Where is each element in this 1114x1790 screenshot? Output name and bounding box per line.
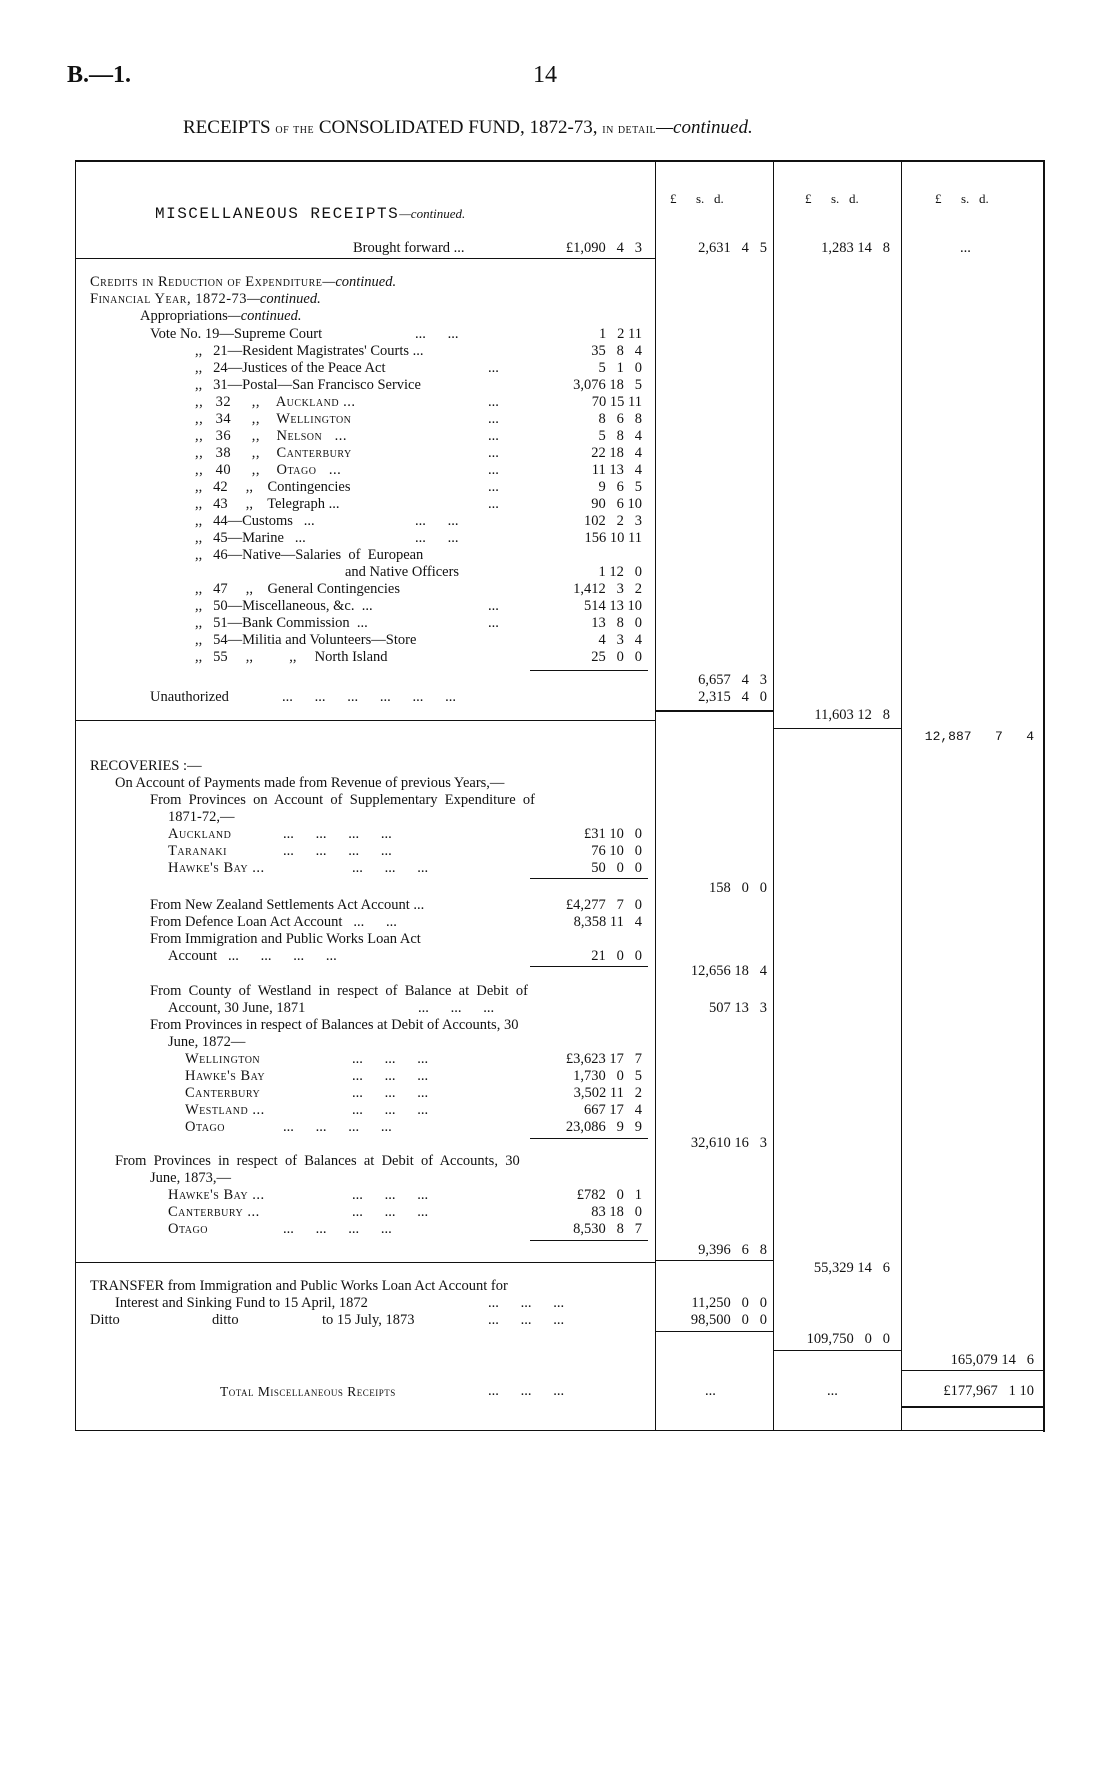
- transfer-line3-c: to 15 July, 1873: [322, 1312, 415, 1328]
- prov-c-line1: From Provinces in respect of Balances at Debit of Accounts, 30: [115, 1153, 520, 1169]
- vote-value: 5 8 4: [598, 428, 642, 444]
- financial-year-text: Financial Year, 1872-73: [90, 291, 248, 307]
- brought-forward-c2: 1,283 14 8: [821, 240, 890, 256]
- section-title: [155, 205, 465, 223]
- col3-divider: [901, 160, 902, 1430]
- vote-value: 22 18 4: [591, 445, 642, 461]
- prov-b-dots: ... ... ...: [352, 1068, 429, 1084]
- vote-value: 70 15 11: [591, 394, 642, 410]
- nz-value: 8,358 11 4: [573, 914, 642, 930]
- recoveries-line2: From Provinces on Account of Supplementary Expenditure of: [150, 792, 535, 808]
- vote-label: ,, 31—Postal—San Francisco Service: [195, 377, 421, 393]
- vote-dots: ... ...: [415, 530, 459, 546]
- prov-c-label: Hawke's Bay ...: [168, 1187, 265, 1203]
- table-right-border: [1043, 160, 1045, 1432]
- transfer-dots: ... ... ...: [488, 1295, 565, 1311]
- vote-label: ,, 36 ,, Nelson ...: [195, 428, 347, 444]
- transfer-dots: ... ... ...: [488, 1312, 565, 1328]
- prov-b-value: 1,730 0 5: [573, 1068, 642, 1084]
- nz-value: 21 0 0: [591, 948, 642, 964]
- total-c3-rule: [901, 1370, 1043, 1371]
- prov-c-dots: ... ... ...: [352, 1187, 429, 1203]
- westland-dots: ... ... ...: [418, 1000, 495, 1016]
- title-rest: CONSOLIDATED FUND, 1872-73,: [318, 117, 598, 138]
- prov-b-rule: [530, 1138, 648, 1139]
- prov-c-label: Canterbury ...: [168, 1204, 260, 1220]
- prov-b-dots: ... ... ...: [352, 1102, 429, 1118]
- province-dots: ... ... ... ...: [283, 843, 392, 859]
- votes-total: 6,657 4 3: [698, 672, 767, 688]
- prov-c-value: 8,530 8 7: [573, 1221, 642, 1237]
- vote-label: ,, 38 ,, Canterbury: [195, 445, 352, 461]
- prov-b-value: 23,086 9 9: [565, 1119, 642, 1135]
- brought-forward-rule: [75, 258, 655, 259]
- prov-b-label: Canterbury: [185, 1085, 261, 1101]
- recoveries-heading: RECOVERIES :—: [90, 758, 202, 774]
- prov-c-label: Otago: [168, 1221, 208, 1237]
- vote-value: 156 10 11: [584, 530, 642, 546]
- section-rule: [75, 720, 655, 721]
- vote-value: 5 1 0: [598, 360, 642, 376]
- vote-label: ,, 43 ,, Telegraph ...: [195, 496, 340, 512]
- prov-a-rule: [530, 878, 648, 879]
- province-dots: ... ... ... ...: [283, 826, 392, 842]
- vote-value: 25 0 0: [591, 649, 642, 665]
- vote-label: ,, 45—Marine ...: [195, 530, 306, 546]
- recoveries-section-rule: [75, 1262, 655, 1263]
- vote-dots: ...: [488, 615, 499, 631]
- col1-header: £ s. d.: [670, 191, 724, 206]
- transfer-total-c2: 109,750 0 0: [806, 1331, 890, 1347]
- nz-total: 12,656 18 4: [690, 963, 767, 979]
- title-main: RECEIPTS: [183, 117, 271, 138]
- province-label: Auckland: [168, 826, 232, 842]
- prov-b-line2: June, 1872—: [168, 1034, 246, 1050]
- vote-label: ,, 32 ,, Auckland ...: [195, 394, 356, 410]
- page-number: 14: [533, 62, 557, 88]
- vote-value: 3,076 18 5: [573, 377, 642, 393]
- unauthorized-dots: ... ... ... ... ... ...: [282, 689, 456, 705]
- transfer-value2: 98,500 0 0: [690, 1312, 767, 1328]
- grand-total-label: Total Miscellaneous Receipts: [220, 1384, 396, 1399]
- title-in: in detail: [602, 122, 657, 137]
- westland-line1: From County of Westland in respect of Balance at Debit of: [150, 983, 528, 999]
- transfer-c2-rule: [773, 1350, 901, 1351]
- title-cont: —continued.: [656, 117, 753, 138]
- title-of: of the: [275, 122, 315, 137]
- col2-header: £ s. d.: [805, 191, 859, 206]
- credits-c2-rule: [773, 728, 901, 729]
- grand-total-c1: ...: [705, 1383, 716, 1399]
- westland-value: 507 13 3: [709, 1000, 767, 1016]
- prov-c-rule: [530, 1240, 648, 1241]
- prov-b-total: 32,610 16 3: [690, 1135, 767, 1151]
- vote-dots: ...: [488, 496, 499, 512]
- grand-total-dots: ... ... ...: [488, 1383, 565, 1399]
- nz-label: From Immigration and Public Works Loan Act: [150, 931, 421, 947]
- vote-value: 11 13 4: [591, 462, 642, 478]
- province-dots: ... ... ...: [352, 860, 429, 876]
- vote-value: 9 6 5: [598, 479, 642, 495]
- vote-value: 8 6 8: [598, 411, 642, 427]
- vote-dots: ...: [488, 360, 499, 376]
- col2-divider: [773, 160, 774, 1430]
- vote-dots: ...: [488, 445, 499, 461]
- vote-label: ,, 21—Resident Magistrates' Courts ...: [195, 343, 424, 359]
- prov-c-value: 83 18 0: [591, 1204, 642, 1220]
- province-value: 76 10 0: [591, 843, 642, 859]
- credits-subtotal-c3: 12,887 7 4: [924, 729, 1034, 744]
- prov-b-label: Westland ...: [185, 1102, 265, 1118]
- credits-heading-text: Credits in Reduction of Expenditure: [90, 274, 323, 290]
- vote-dots: ...: [488, 462, 499, 478]
- nz-label: From New Zealand Settlements Act Account ...: [150, 897, 425, 913]
- transfer-c1-rule: [655, 1331, 773, 1332]
- transfer-value1: 11,250 0 0: [691, 1295, 767, 1311]
- vote-value: 1 2 11: [599, 326, 642, 342]
- vote-dots: ... ...: [415, 513, 459, 529]
- appropriations-cont: —continued.: [227, 308, 302, 324]
- vote-label: ,, 42 ,, Contingencies: [195, 479, 351, 495]
- col3-header: £ s. d.: [935, 191, 989, 206]
- vote-label: ,, 40 ,, Otago ...: [195, 462, 342, 478]
- province-label: Hawke's Bay ...: [168, 860, 265, 876]
- credits-subtotal-c2: 11,603 12 8: [814, 707, 890, 723]
- unauthorized-value: 2,315 4 0: [698, 689, 767, 705]
- vote-dots: ...: [488, 394, 499, 410]
- prov-b-dots: ... ... ...: [352, 1085, 429, 1101]
- table-left-border: [75, 160, 76, 1430]
- prov-b-label: Hawke's Bay: [185, 1068, 266, 1084]
- vote-label: ,, 51—Bank Commission ...: [195, 615, 368, 631]
- recoveries-total-c2: 55,329 14 6: [813, 1260, 890, 1276]
- vote-value: 35 8 4: [591, 343, 642, 359]
- appropriations: [140, 308, 302, 325]
- vote-label: ,, 44—Customs ...: [195, 513, 315, 529]
- vote-value: 90 6 10: [591, 496, 642, 512]
- vote-label: ,, 24—Justices of the Peace Act: [195, 360, 386, 376]
- prov-c-total: 9,396 6 8: [698, 1242, 767, 1258]
- votes-total-rule: [530, 670, 648, 671]
- transfer-line3-a: Ditto: [90, 1312, 120, 1328]
- transfer-line2: Interest and Sinking Fund to 15 April, 1872: [115, 1295, 368, 1311]
- prov-b-value: £3,623 17 7: [565, 1051, 642, 1067]
- province-value: £31 10 0: [584, 826, 642, 842]
- section-title-text: MISCELLANEOUS RECEIPTS: [155, 205, 400, 223]
- vote-value: 4 3 4: [598, 632, 642, 648]
- vote-dots: ...: [488, 479, 499, 495]
- vote-value: 1,412 3 2: [573, 581, 642, 597]
- credits-heading-cont: —continued.: [322, 274, 397, 290]
- vote-label: ,, 54—Militia and Volunteers—Store: [195, 632, 417, 648]
- credits-subtotal-rule: [655, 710, 773, 712]
- nz-label: Account ... ... ... ...: [168, 948, 337, 964]
- brought-forward-c3: ...: [960, 240, 971, 256]
- recoveries-c1-rule: [655, 1260, 773, 1261]
- transfer-line1: TRANSFER from Immigration and Public Works Loan Act Account for: [90, 1278, 508, 1294]
- brought-forward-c1: 2,631 4 5: [698, 240, 767, 256]
- brought-forward-inner: £1,090 4 3: [565, 240, 642, 256]
- vote-label: ,, 46—Native—Salaries of European: [195, 547, 424, 563]
- prov-b-label: Otago: [185, 1119, 225, 1135]
- credits-heading: [90, 274, 396, 291]
- section-title-cont: —continued.: [399, 206, 466, 221]
- table-bottom-border: [75, 1430, 1045, 1431]
- province-value: 50 0 0: [591, 860, 642, 876]
- table-top-border: [75, 160, 1045, 162]
- unauthorized-label: Unauthorized: [150, 689, 229, 705]
- vote-label: ,, 50—Miscellaneous, &c. ...: [195, 598, 373, 614]
- prov-c-dots: ... ... ...: [352, 1204, 429, 1220]
- appropriations-text: Appropriations: [140, 308, 228, 324]
- vote-dots: ...: [488, 411, 499, 427]
- total-c3-pre: 165,079 14 6: [950, 1352, 1034, 1368]
- prov-b-label: Wellington: [185, 1051, 261, 1067]
- grand-total-c2: ...: [827, 1383, 838, 1399]
- prov-b-dots: ... ... ...: [352, 1051, 429, 1067]
- brought-forward-label: Brought forward ...: [353, 240, 465, 256]
- vote-label: Vote No. 19—Supreme Court: [150, 326, 323, 342]
- prov-c-dots: ... ... ... ...: [283, 1221, 392, 1237]
- vote-dots: ...: [488, 598, 499, 614]
- nz-value: £4,277 7 0: [565, 897, 642, 913]
- vote-value: 102 2 3: [584, 513, 642, 529]
- vote-value: 13 8 0: [591, 615, 642, 631]
- vote-dots: ...: [488, 428, 499, 444]
- nz-label: From Defence Loan Act Account ... ...: [150, 914, 397, 930]
- col1-divider: [655, 160, 656, 1430]
- page-ref: B.—1.: [67, 62, 132, 88]
- grand-total-c3: £177,967 1 10: [943, 1383, 1034, 1399]
- transfer-line3-b: ditto: [212, 1312, 239, 1328]
- vote-label: and Native Officers: [345, 564, 460, 580]
- prov-b-line1: From Provinces in respect of Balances at Debit of Accounts, 30: [150, 1017, 519, 1033]
- recoveries-line3: 1871-72,—: [168, 809, 235, 825]
- prov-b-dots: ... ... ... ...: [283, 1119, 392, 1135]
- page-title: [183, 117, 753, 139]
- prov-a-total: 158 0 0: [709, 880, 767, 896]
- grand-total-rule: [901, 1406, 1043, 1408]
- vote-label: ,, 47 ,, General Contingencies: [195, 581, 400, 597]
- vote-value: 1 12 0: [598, 564, 642, 580]
- westland-line2: Account, 30 June, 1871: [168, 1000, 306, 1016]
- vote-dots: ... ...: [415, 326, 459, 342]
- prov-c-line2: June, 1873,—: [150, 1170, 231, 1186]
- vote-value: 514 13 10: [584, 598, 642, 614]
- vote-label: ,, 55 ,, ,, North Island: [195, 649, 388, 665]
- financial-year-cont: —continued.: [247, 291, 321, 307]
- prov-b-value: 667 17 4: [584, 1102, 642, 1118]
- prov-b-value: 3,502 11 2: [573, 1085, 642, 1101]
- recoveries-line1: On Account of Payments made from Revenue of previous Years,—: [115, 775, 505, 791]
- prov-c-value: £782 0 1: [576, 1187, 642, 1203]
- vote-label: ,, 34 ,, Wellington: [195, 411, 352, 427]
- financial-year: [90, 291, 321, 308]
- nz-rule: [530, 966, 648, 967]
- province-label: Taranaki: [168, 843, 227, 859]
